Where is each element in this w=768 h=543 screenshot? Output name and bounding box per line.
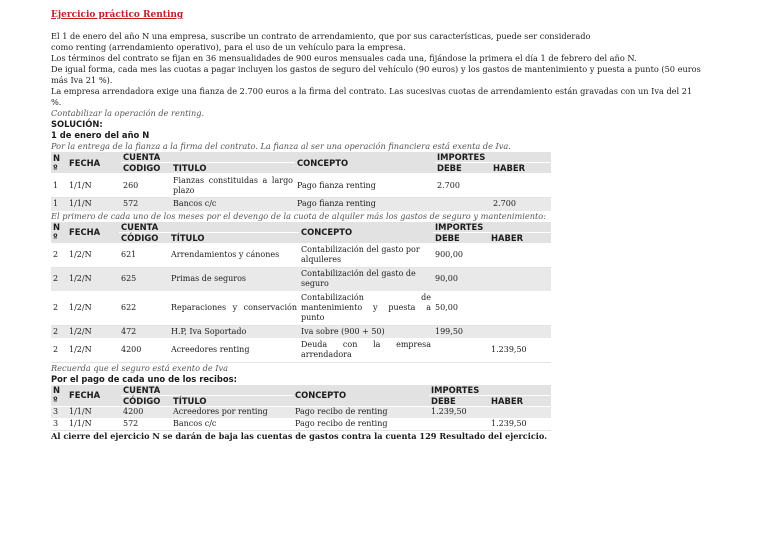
note-devengo: El primero de cada uno de los meses por el devengo de la cuota de alquiler más los gastos de seguro y mantenimiento: <box>51 210 546 221</box>
date-heading: 1 de enero del año N <box>51 130 150 140</box>
section-heading: Por el pago de cada uno de los recibos: <box>51 373 237 384</box>
document-title: Ejercicio práctico Renting <box>51 10 184 20</box>
header-number: N º <box>51 152 67 174</box>
intro-line: como renting (arrendamiento operativo), para el uso de un vehículo para la empresa. <box>51 42 406 52</box>
header-haber: HABER <box>489 232 551 243</box>
header-codigo: CÓDIGO <box>121 395 171 406</box>
header-haber: HABER <box>489 395 551 406</box>
header-titulo: TÍTULO <box>169 232 299 243</box>
header-fecha: FECHA <box>67 222 119 244</box>
header-debe: DEBE <box>429 395 489 406</box>
table-row: 2 1/2/N 622 Reparaciones y conservación Contabilización de mantenimiento y puesta a punto 50,00 <box>51 291 551 325</box>
journal-table-2 <box>51 222 551 363</box>
header-concepto: CONCEPTO <box>299 222 433 244</box>
header-debe: DEBE <box>433 232 489 243</box>
header-cuenta: CUENTA <box>121 385 171 396</box>
table-row: 3 1/1/N 4200 Acreedores por renting Pago recibo de renting 1.239,50 <box>51 406 551 418</box>
table-row: 2 1/2/N 472 H.P, Iva Soportado Iva sobre (900 + 50) 199,50 <box>51 325 551 338</box>
journal-table-1 <box>51 152 551 211</box>
note-fianza: Por la entrega de la fianza a la firma del contrato. La fianza al ser una operación financiera está exenta de Iva. <box>51 141 511 151</box>
header-haber: HABER <box>491 163 551 174</box>
header-titulo: TITULO <box>171 163 295 174</box>
table-row: 2 1/2/N 625 Primas de seguros Contabilización del gasto de seguro 90,00 <box>51 267 551 291</box>
header-titulo: TÍTULO <box>171 395 293 406</box>
header-fecha: FECHA <box>67 385 121 407</box>
header-concepto: CONCEPTO <box>293 385 429 407</box>
header-codigo: CODIGO <box>121 163 171 174</box>
header-importes: IMPORTES <box>435 152 551 163</box>
header-number: N º <box>51 222 67 244</box>
journal-table-3 <box>51 385 551 431</box>
header-importes: IMPORTES <box>433 222 551 233</box>
header-cuenta: CUENTA <box>119 222 169 233</box>
intro-paragraph <box>51 31 721 108</box>
solution-label: SOLUCIÓN: <box>51 119 103 129</box>
header-debe: DEBE <box>435 163 491 174</box>
table-row: 2 1/2/N 621 Arrendamientos y cánones Contabilización del gasto por alquileres 900,00 <box>51 243 551 267</box>
intro-line: más Iva 21 %). <box>51 75 113 85</box>
header-concepto: CONCEPTO <box>295 152 435 174</box>
intro-line: El 1 de enero del año N una empresa, suscribe un contrato de arrendamiento, que por sus características, puede ser considerado <box>51 31 591 41</box>
header-importes: IMPORTES <box>429 385 551 396</box>
intro-line: De igual forma, cada mes las cuotas a pagar incluyen los gastos de seguro del vehículo (90 euros) y los gastos de mantenimiento y puesta a punto (50 euros <box>51 64 701 74</box>
table-row: 1 1/1/N 572 Bancos c/c Pago fianza renting 2.700 <box>51 198 551 211</box>
closing-text: Al cierre del ejercicio N se darán de baja las cuentas de gastos contra la cuenta 129 Resultado del ejercicio. <box>51 430 548 441</box>
note-seguro: Recuerda que el seguro está exento de Iva <box>51 362 229 373</box>
header-codigo: CÓDIGO <box>119 232 169 243</box>
intro-line: Los términos del contrato se fijan en 36 mensualidades de 900 euros mensuales cada una, fijándose la primera el día 1 de febrero del año N. <box>51 53 637 63</box>
header-fecha: FECHA <box>67 152 121 174</box>
table-row: 1 1/1/N 260 Fianzas constituidas a largo plazo Pago fianza renting 2.700 <box>51 174 551 198</box>
document-page <box>51 10 721 442</box>
header-number: N º <box>51 385 67 407</box>
instruction-text: Contabilizar la operación de renting. <box>51 108 205 118</box>
table-row: 3 1/1/N 572 Bancos c/c Pago recibo de renting 1.239,50 <box>51 418 551 430</box>
table-row: 2 1/2/N 4200 Acreedores renting Deuda con la empresa arrendadora 1.239,50 <box>51 338 551 362</box>
header-cuenta: CUENTA <box>121 152 171 163</box>
intro-line: %. <box>51 97 62 107</box>
intro-line: La empresa arrendadora exige una fianza de 2.700 euros a la firma del contrato. Las sucesivas cuotas de arrendamiento están gravadas con un Iva del 21 <box>51 86 693 96</box>
